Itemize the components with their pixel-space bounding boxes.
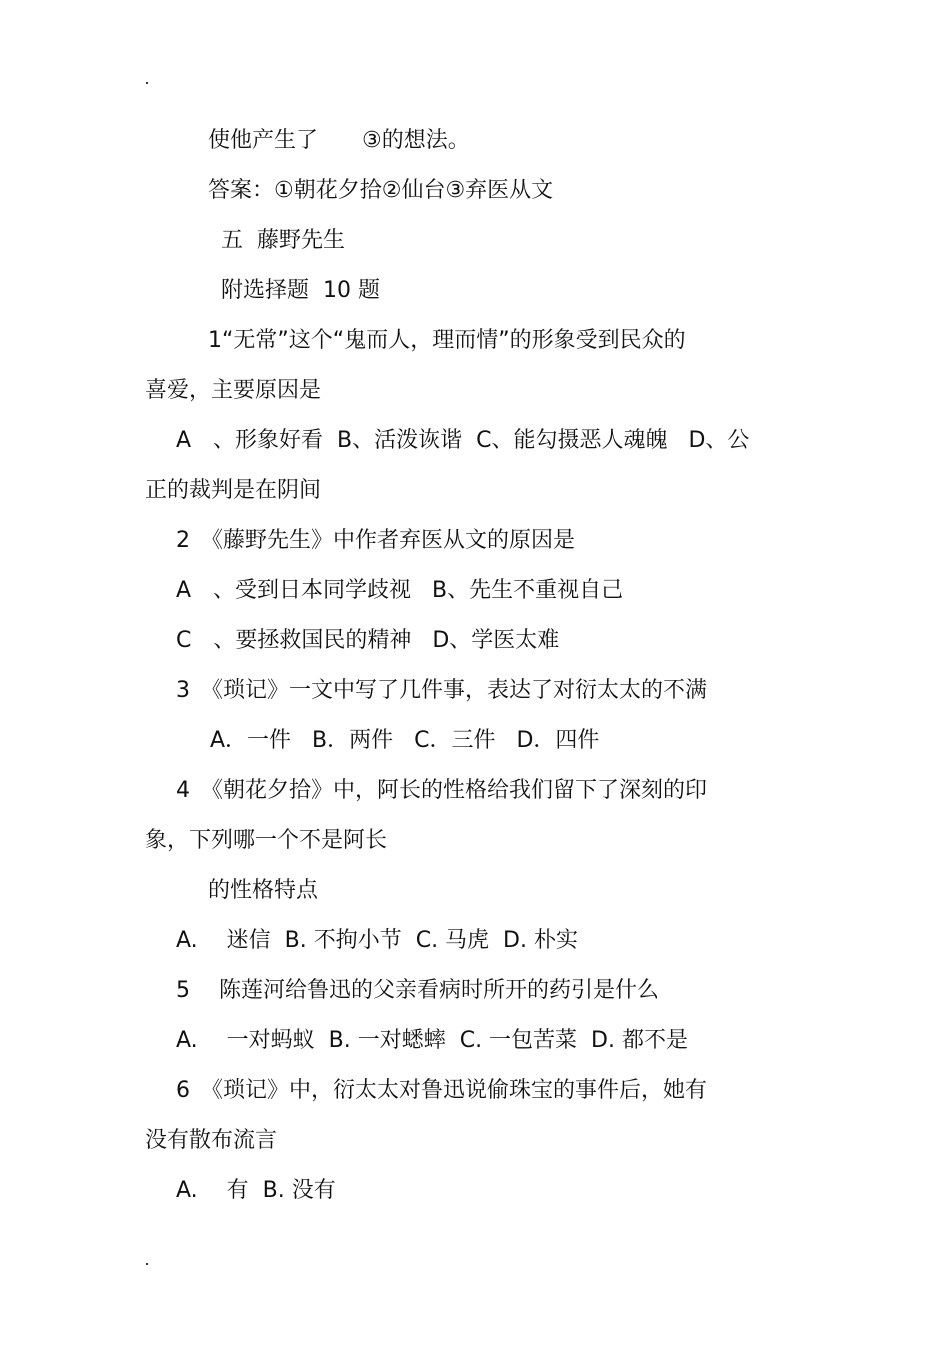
question-1: 1“无常”这个“鬼而人，理而情”的形象受到民众的 [208, 328, 686, 353]
subsection-heading: 附选择题 10 题 [221, 278, 380, 303]
question-4: 4 《朝花夕拾》中，阿长的性格给我们留下了深刻的印 [176, 778, 707, 803]
text-line-2: 答案：①朝花夕拾②仙台③弃医从文 [208, 178, 554, 203]
question-3: 3 《琐记》一文中写了几件事，表达了对衍太太的不满 [176, 678, 707, 703]
question-1-options-cont: 正的裁判是在阴间 [145, 478, 322, 503]
question-6-cont: 没有散布流言 [145, 1128, 278, 1153]
question-4-cont-2: 的性格特点 [208, 878, 319, 903]
text-line-1: 使他产生了 ③的想法。 [208, 128, 470, 153]
question-1-options: A 、形象好看 B、活泼诙谐 C、能勾摄恶人魂魄 D、公 [176, 428, 750, 453]
question-5-options: A. 一对蚂蚁 B. 一对蟋蟀 C. 一包苦菜 D. 都不是 [176, 1028, 688, 1053]
question-2-options-cd: C 、要拯救国民的精神 D、学医太难 [176, 628, 560, 653]
question-3-options: A．一件 B．两件 C．三件 D．四件 [210, 728, 600, 753]
question-4-options: A. 迷信 B. 不拘小节 C. 马虎 D. 朴实 [176, 928, 578, 953]
question-4-cont: 象，下列哪一个不是阿长 [145, 828, 388, 853]
question-1-cont: 喜爱，主要原因是 [145, 378, 322, 403]
page-mark-top [146, 82, 148, 84]
question-5: 5 陈莲河给鲁迅的父亲看病时所开的药引是什么 [176, 978, 659, 1003]
question-2-options-ab: A 、受到日本同学歧视 B、先生不重视自己 [176, 578, 624, 603]
question-6: 6 《琐记》中，衍太太对鲁迅说偷珠宝的事件后，她有 [176, 1078, 707, 1103]
page-mark-bottom [146, 1263, 148, 1265]
section-heading: 五 藤野先生 [221, 228, 345, 253]
question-6-options: A. 有 B. 没有 [176, 1178, 336, 1203]
question-2: 2 《藤野先生》中作者弃医从文的原因是 [176, 528, 575, 553]
